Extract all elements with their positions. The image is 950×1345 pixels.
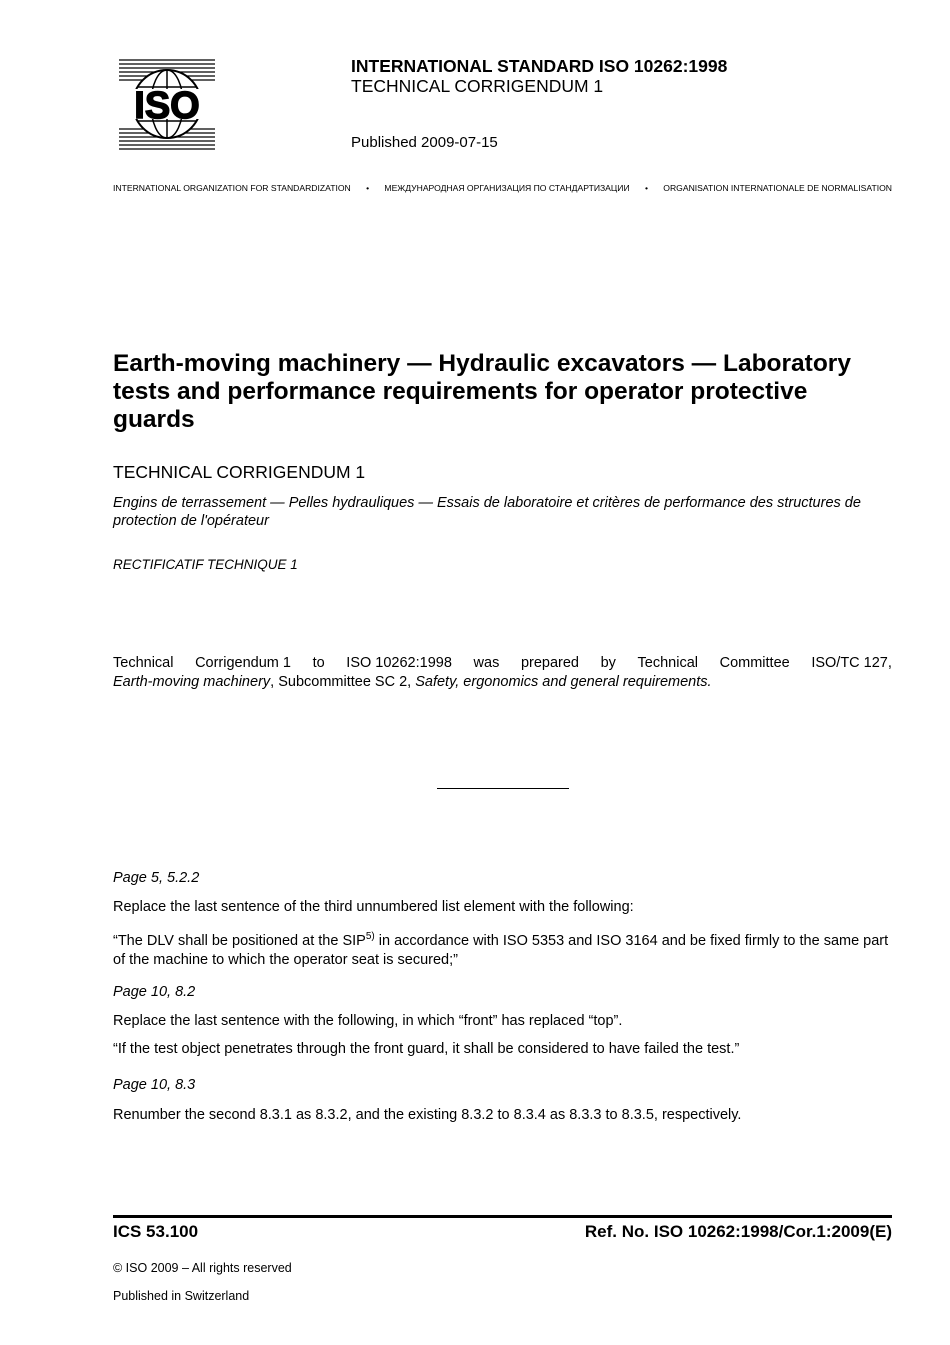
reference-number: Ref. No. ISO 10262:1998/Cor.1:2009(E) [584, 1222, 892, 1241]
section-quote [113, 927, 892, 970]
header-corrigendum: TECHNICAL CORRIGENDUM 1 [351, 76, 604, 96]
foreword-word: ISO 10262:1998 [346, 655, 452, 671]
foreword-mid: , Subcommittee SC 2, [270, 674, 416, 690]
foreword-paragraph [113, 654, 892, 692]
section-heading: Page 10, 8.3 [113, 1077, 196, 1093]
section-instruction: Replace the last sentence of the third unnumbered list element with the following: [113, 899, 634, 915]
foreword-word: prepared [520, 655, 579, 671]
section-heading: Page 10, 8.2 [113, 984, 196, 1000]
org-bullet: • [366, 183, 370, 193]
section-quote: “If the test object penetrates through the front guard, it shall be considered to have failed the test.” [113, 1041, 740, 1057]
foreword-word: was [473, 655, 500, 671]
copyright-notice: © ISO 2009 – All rights reserved [113, 1261, 292, 1275]
foreword-word: by [600, 655, 616, 671]
iso-logo-text: ISO [134, 85, 200, 127]
ics-code: ICS 53.100 [113, 1222, 199, 1241]
quote-text: in accordance with ISO 5353 and ISO 3164 and be fixed firmly to the same part of the machine to which the operator seat is secured;” [113, 932, 889, 968]
footnote-ref: 5) [365, 931, 375, 942]
foreword-word: ISO/TC 127, [811, 655, 892, 671]
org-name-en: INTERNATIONAL ORGANIZATION FOR STANDARDIZATION [113, 183, 351, 193]
foreword-line-2 [113, 673, 892, 692]
org-bullet: • [644, 183, 648, 193]
foreword-line-1 [113, 654, 892, 673]
foreword-word: Committee [719, 655, 790, 671]
section-instruction: Renumber the second 8.3.1 as 8.3.2, and the existing 8.3.2 to 8.3.4 as 8.3.3 to 8.3.5, respectively. [113, 1107, 742, 1123]
org-name-fr: ORGANISATION INTERNATIONALE DE NORMALISATION [663, 183, 892, 193]
technical-corrigendum-label: TECHNICAL CORRIGENDUM 1 [113, 462, 366, 482]
committee-name: Earth-moving machinery [113, 674, 271, 690]
org-name-ru: МЕЖДУНАРОДНАЯ ОРГАНИЗАЦИЯ ПО СТАНДАРТИЗАЦИИ [384, 183, 630, 193]
foreword-word: Technical [637, 655, 698, 671]
separator-line [437, 788, 569, 789]
section-heading: Page 5, 5.2.2 [113, 870, 200, 886]
section-instruction: Replace the last sentence with the following, in which “front” has replaced “top”. [113, 1013, 623, 1029]
published-date: Published 2009-07-15 [351, 134, 498, 151]
quote-text: “The DLV shall be positioned at the SIP [113, 932, 366, 949]
published-in: Published in Switzerland [113, 1289, 250, 1303]
subcommittee-name: Safety, ergonomics and general requirements. [415, 674, 712, 690]
organization-line [113, 183, 892, 193]
standard-title: INTERNATIONAL STANDARD ISO 10262:1998 [351, 56, 728, 76]
french-title: Engins de terrassement — Pelles hydrauliques — Essais de laboratoire et critères de performance des structures de protection de l'opérateur [113, 495, 861, 529]
rectificatif-label: RECTIFICATIF TECHNIQUE 1 [113, 557, 298, 572]
iso-logo [117, 57, 217, 152]
footer-rule [113, 1215, 892, 1218]
document-title: Earth-moving machinery — Hydraulic excavators — Laboratory tests and performance requirements for operator protective guards [113, 350, 851, 433]
foreword-word: Corrigendum 1 [195, 655, 291, 671]
foreword-word: Technical [113, 655, 174, 671]
foreword-word: to [312, 655, 325, 671]
